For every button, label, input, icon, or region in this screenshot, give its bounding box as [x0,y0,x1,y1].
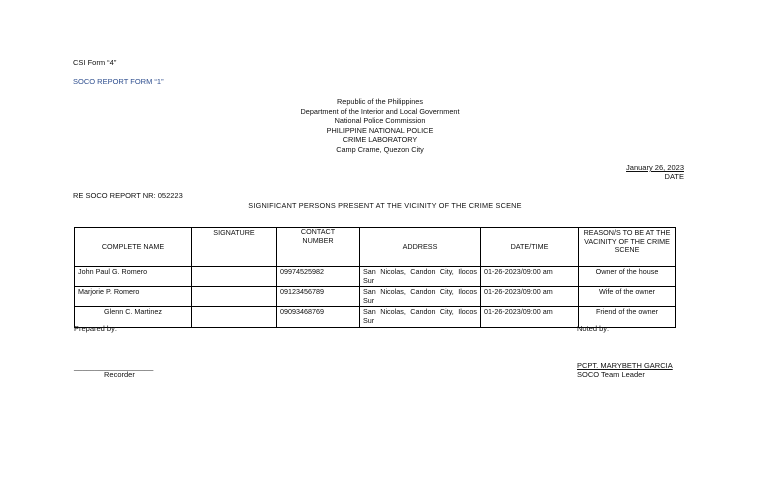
cell-address: San Nicolas, Candon City, Ilocos Sur [360,307,481,327]
agency-header [250,97,510,155]
csi-form-label: CSI Form “4” [73,58,117,67]
header-line-crime-lab: CRIME LABORATORY [342,135,418,145]
table-row [75,267,676,287]
date-label: DATE [664,172,684,181]
cell-reason: Wife of the owner [579,287,676,307]
prepared-by-label: Prepared by: [74,324,117,333]
report-number: RE SOCO REPORT NR: 052223 [73,191,183,200]
cell-name: John Paul G. Romero [75,267,192,287]
cell-datetime: 01-26-2023/09:00 am [481,307,579,327]
cell-name: Marjorie P. Romero [75,287,192,307]
section-title: SIGNIFICANT PERSONS PRESENT AT THE VICINITY OF THE CRIME SCENE [248,201,522,210]
col-header-address: ADDRESS [360,228,481,267]
header-line-republic: Republic of the Philippines [337,97,423,106]
date-block [626,163,684,181]
team-leader-title: SOCO Team Leader [577,370,645,379]
recorder-label: Recorder [104,370,135,379]
header-line-napolcom: National Police Commission [334,116,426,126]
cell-address: San Nicolas, Candon City, Ilocos Sur [360,267,481,287]
cell-datetime: 01-26-2023/09:00 am [481,287,579,307]
col-header-contact: CONTACT NUMBER [277,228,360,267]
table-header-row [75,228,676,267]
soco-report-form-label: SOCO REPORT FORM “1” [73,77,164,86]
cell-datetime: 01-26-2023/09:00 am [481,267,579,287]
cell-reason: Friend of the owner [579,307,676,327]
col-header-name: COMPLETE NAME [75,228,192,267]
header-line-dilg: Department of the Interior and Local Government [300,106,460,116]
recorder-signature-line: ___________________ [74,362,154,371]
significant-persons-table [74,227,676,328]
cell-address: San Nicolas, Candon City, Ilocos Sur [360,287,481,307]
cell-contact: 09974525982 [277,267,360,287]
cell-reason: Owner of the house [579,267,676,287]
date-value: January 26, 2023 [626,163,684,172]
noted-by-label: Noted by: [577,324,610,333]
header-line-pnp: PHILIPPINE NATIONAL POLICE [326,125,434,135]
cell-name: Glenn C. Martinez [75,307,192,327]
cell-signature [192,287,277,307]
table-row [75,287,676,307]
col-header-signature: SIGNATURE [192,228,277,267]
header-line-camp-crame: Camp Crame, Quezon City [336,144,424,154]
cell-signature [192,267,277,287]
cell-contact: 09123456789 [277,287,360,307]
cell-signature [192,307,277,327]
team-leader-name: PCPT. MARYBETH GARCIA [577,361,673,370]
cell-contact: 09093468769 [277,307,360,327]
col-header-reason: REASON/S TO BE AT THE VACINITY OF THE CRIME SCENE [579,228,676,267]
col-header-datetime: DATE/TIME [481,228,579,267]
